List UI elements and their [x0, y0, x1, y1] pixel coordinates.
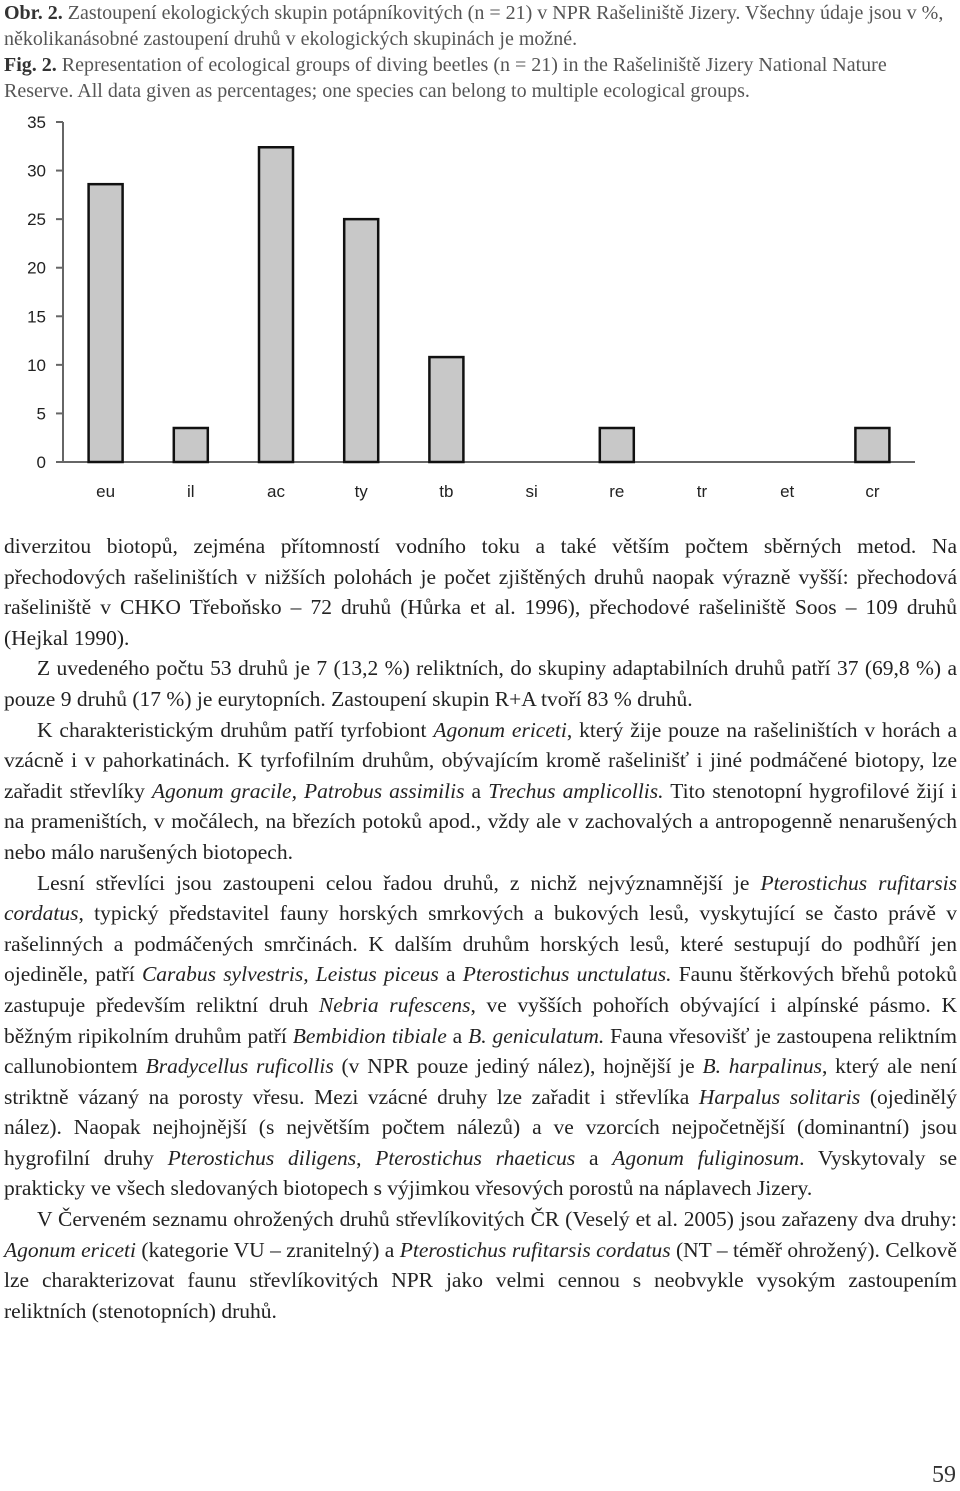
species-name: Agonum ericeti — [4, 1237, 136, 1262]
paragraph-1 — [4, 531, 957, 653]
bar-ac — [259, 147, 293, 462]
figure-caption — [4, 0, 958, 104]
caption-czech-text: Zastoupení ekologických skupin potápníkovitých (n = 21) v NPR Rašeliniště Jizery. Všechny údaje jsou v %, několikanásobné zastoupení druhů v ekologických skupinách je možné. — [4, 2, 944, 50]
text-run: K charakteristickým druhům patří tyrfobiont — [37, 717, 434, 742]
text-run: (kategorie VU – zranitelný) a — [136, 1237, 400, 1262]
text-run: a — [575, 1145, 613, 1170]
species-name: Agonum fuliginosum — [612, 1145, 800, 1170]
species-name: Nebria rufescens — [318, 992, 471, 1017]
y-tick-label: 15 — [27, 307, 46, 327]
text-run: (v NPR pouze jediný nález), hojnější je — [333, 1054, 703, 1079]
y-tick-label: 25 — [27, 210, 46, 230]
x-tick-label: cr — [865, 482, 880, 501]
x-tick-label: tr — [696, 482, 708, 501]
paragraph-4 — [4, 868, 957, 1205]
text-run: Tito stenotopní hygrofilové žijí i na prameništích, v močálech, na březích potoků apod., vždy ale v zachovalých a antropogenně nenarušených nebo málo narušených biotopech. — [4, 778, 957, 864]
x-tick-label: eu — [96, 482, 116, 501]
caption-english-label: Fig. 2. — [4, 54, 57, 76]
caption-czech-label: Obr. 2. — [4, 2, 63, 24]
y-tick-label: 30 — [27, 161, 46, 181]
x-tick-label: ac — [267, 482, 285, 501]
text-run: , který žije pouze na rašeliništích v horách a vzácně i v pahorkatinách. K tyrfofilním druhům, obývajícím kromě rašelinišť i jiné podmáčené biotopy, lze zařadit střevlíky — [4, 717, 957, 803]
species-name: Trechus amplicollis. — [488, 778, 664, 803]
text-run: a — [438, 962, 463, 987]
species-name: B. harpalinus — [702, 1054, 822, 1079]
text-run: a — [446, 1023, 469, 1048]
y-tick-label: 5 — [36, 404, 46, 424]
text-run: diverzitou biotopů, zejména přítomností vodního toku a také větším počtem sběrných metod. Na přechodových rašeliništích v nižších polohách je počet zjištěných druhů naopak výrazně vyšší: přechodová rašeliniště v CHKO Třeboňsko – 72 druhů (Hůrka et al. 1996), přechodové rašeliniště Soos – 109 druhů (Hejkal 1990). — [4, 534, 957, 650]
bar-tb — [429, 357, 463, 462]
y-tick-label: 35 — [27, 113, 46, 132]
text-run: Fauna vřesovišť je zastoupena reliktním callunobiontem — [4, 1023, 957, 1079]
species-name: Pterostichus unctulatus. — [462, 962, 672, 987]
species-name: Carabus sylvestris, Leistus piceus — [141, 962, 439, 987]
text-run: Z uvedeného počtu 53 druhů je 7 (13,2 %) reliktních, do skupiny adaptabilních druhů patří 37 (69,8 %) a pouze 9 druhů (17 %) je eurytopních. Zastoupení skupin R+A tvoří 83 % druhů. — [4, 656, 957, 711]
text-run: , ve vyšších pohořích obývající i alpínské pásmo. K běžným ripikolním druhům patří — [4, 992, 957, 1048]
species-name: Pterostichus rhaeticus — [375, 1145, 576, 1170]
text-run: . Vyskytovaly se prakticky ve všech sledovaných biotopech s výjimkou vřesových porostů na náplavech Jizery. — [4, 1145, 957, 1201]
caption-czech — [4, 0, 958, 52]
text-run: V Červeném seznamu ohrožených druhů střevlíkovitých ČR (Veselý et al. 2005) jsou zařazeny dva druhy: — [37, 1207, 957, 1232]
species-name: Agonum ericeti — [433, 717, 567, 742]
text-run: , typický představitel fauny horských smrkových a bukových lesů, vyskytující se často právě v rašelinných a podmáčených smrčinách. K dalším druhům horských lesů, které sestupují do podhůří jen ojediněle, patří — [4, 901, 957, 987]
text-run: a — [464, 778, 489, 803]
bar-re — [600, 428, 634, 462]
x-tick-label: tb — [439, 482, 454, 501]
species-name: Bembidion tibiale — [292, 1023, 447, 1048]
text-run: , který ale není striktně vázaný na porosty vřesu. Mezi vzácné druhy lze zařadit i střevlíka — [4, 1054, 957, 1109]
species-name: Pterostichus rufitarsis cordatus — [4, 870, 957, 926]
text-run: Lesní střevlíci jsou zastoupeni celou řadou druhů, z nichž nejvýznamnější je — [37, 870, 761, 895]
x-tick-label: il — [187, 482, 195, 501]
species-name: Harpalus solitaris — [698, 1084, 861, 1109]
x-tick-label: ty — [354, 482, 368, 501]
species-name: Pterostichus diligens — [167, 1145, 357, 1170]
bar-eu — [89, 184, 123, 462]
species-name: Bradycellus ruficollis — [145, 1054, 334, 1079]
bar-il — [174, 428, 208, 462]
paragraph-5 — [4, 1204, 957, 1326]
page-number: 59 — [932, 1462, 956, 1488]
x-tick-label: si — [525, 482, 538, 501]
species-name: B. geniculatum. — [468, 1023, 605, 1048]
bar-ty — [344, 219, 378, 462]
x-tick-label: et — [780, 482, 795, 501]
x-tick-label: re — [609, 482, 625, 501]
bar-cr — [855, 428, 889, 462]
paragraph-3 — [4, 715, 957, 868]
ecological-groups-bar-chart — [0, 108, 960, 518]
caption-english-text: Representation of ecological groups of diving beetles (n = 21) in the Rašeliniště Jizery National Nature Reserve. All data given as percentages; one species can belong to multiple ecological groups. — [4, 54, 887, 102]
paragraph-2 — [4, 653, 957, 714]
y-tick-label: 0 — [36, 453, 46, 472]
text-run: (ojedinělý nález). Naopak nejhojnější (s největším počtem nálezů) a ve vzorcích nejpočetnější (dominantní) jsou hygrofilní druhy — [4, 1084, 958, 1170]
article-body — [4, 531, 957, 1326]
text-run: Faunu štěrkových břehů potoků zastupuje především reliktní druh — [4, 962, 958, 1017]
y-tick-label: 10 — [27, 355, 46, 375]
text-run: (NT – téměř ohrožený). Celkově lze charakterizovat faunu střevlíkovitých NPR jako velmi cennou s neobvykle vysokým zastoupením reliktních (stenotopních) druhů. — [4, 1237, 957, 1323]
species-name: Agonum gracile, Patrobus assimilis — [151, 778, 465, 803]
text-run: , — [356, 1145, 376, 1170]
caption-english — [4, 52, 958, 104]
species-name: Pterostichus rufitarsis cordatus — [399, 1237, 671, 1262]
y-tick-label: 20 — [27, 258, 46, 278]
